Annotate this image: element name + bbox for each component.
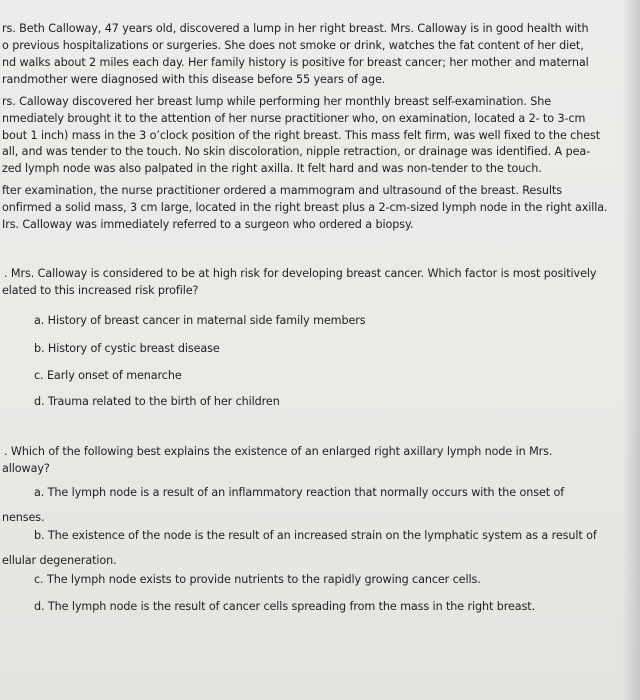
text-line: zed lymph node was also palpated in the right axilla. It felt hard and was non-tender to the touch. <box>2 162 542 175</box>
text-line: fter examination, the nurse practitioner ordered a mammogram and ultrasound of the breast. Results <box>2 184 562 197</box>
text-line: onfirmed a solid mass, 3 cm large, located in the right breast plus a 2-cm-sized lymph node in the right axilla. <box>2 201 608 214</box>
question-2-option-b-cont: ellular degeneration. <box>2 554 117 567</box>
question-1-option-a: a. History of breast cancer in maternal side family members <box>34 314 366 327</box>
question-1-option-b: b. History of cystic breast disease <box>34 342 220 355</box>
question-2-stem-line: alloway? <box>2 462 50 475</box>
question-2-option-a: a. The lymph node is a result of an inflammatory reaction that normally occurs with the onset of <box>34 486 565 499</box>
question-2-option-c: c. The lymph node exists to provide nutrients to the rapidly growing cancer cells. <box>34 573 481 586</box>
question-2-stem-line: . Which of the following best explains the existence of an enlarged right axillary lymph node in Mrs. <box>4 445 553 458</box>
text-line: nd walks about 2 miles each day. Her family history is positive for breast cancer; her mother and maternal <box>2 56 589 69</box>
question-1-option-d: d. Trauma related to the birth of her children <box>34 395 280 408</box>
question-2-option-d: d. The lymph node is the result of cancer cells spreading from the mass in the right breast. <box>34 600 536 613</box>
text-line: rs. Beth Calloway, 47 years old, discovered a lump in her right breast. Mrs. Calloway is in good health with <box>2 22 589 35</box>
question-2-option-a-cont: nenses. <box>2 511 45 524</box>
text-line: randmother were diagnosed with this disease before 55 years of age. <box>2 73 386 86</box>
text-line: all, and was tender to the touch. No skin discoloration, nipple retraction, or drainage was identified. A pea- <box>2 145 591 158</box>
text-line: Irs. Calloway was immediately referred to a surgeon who ordered a biopsy. <box>2 218 414 231</box>
text-line: rs. Calloway discovered her breast lump while performing her monthly breast self-examination. She <box>2 95 552 108</box>
question-1-option-c: c. Early onset of menarche <box>34 369 182 382</box>
page-edge-shadow <box>622 0 640 700</box>
question-1-stem-line: elated to this increased risk profile? <box>2 284 199 297</box>
question-1-stem-line: . Mrs. Calloway is considered to be at high risk for developing breast cancer. Which factor is most positively <box>4 267 597 280</box>
text-line: bout 1 inch) mass in the 3 o’clock position of the right breast. This mass felt firm, was well fixed to the chest <box>2 129 601 142</box>
question-2-option-b: b. The existence of the node is the result of an increased strain on the lymphatic system as a result of <box>34 529 597 542</box>
text-line: nmediately brought it to the attention of her nurse practitioner who, on examination, located a 2- to 3-cm <box>2 112 586 125</box>
text-line: o previous hospitalizations or surgeries. She does not smoke or drink, watches the fat content of her diet, <box>2 39 584 52</box>
